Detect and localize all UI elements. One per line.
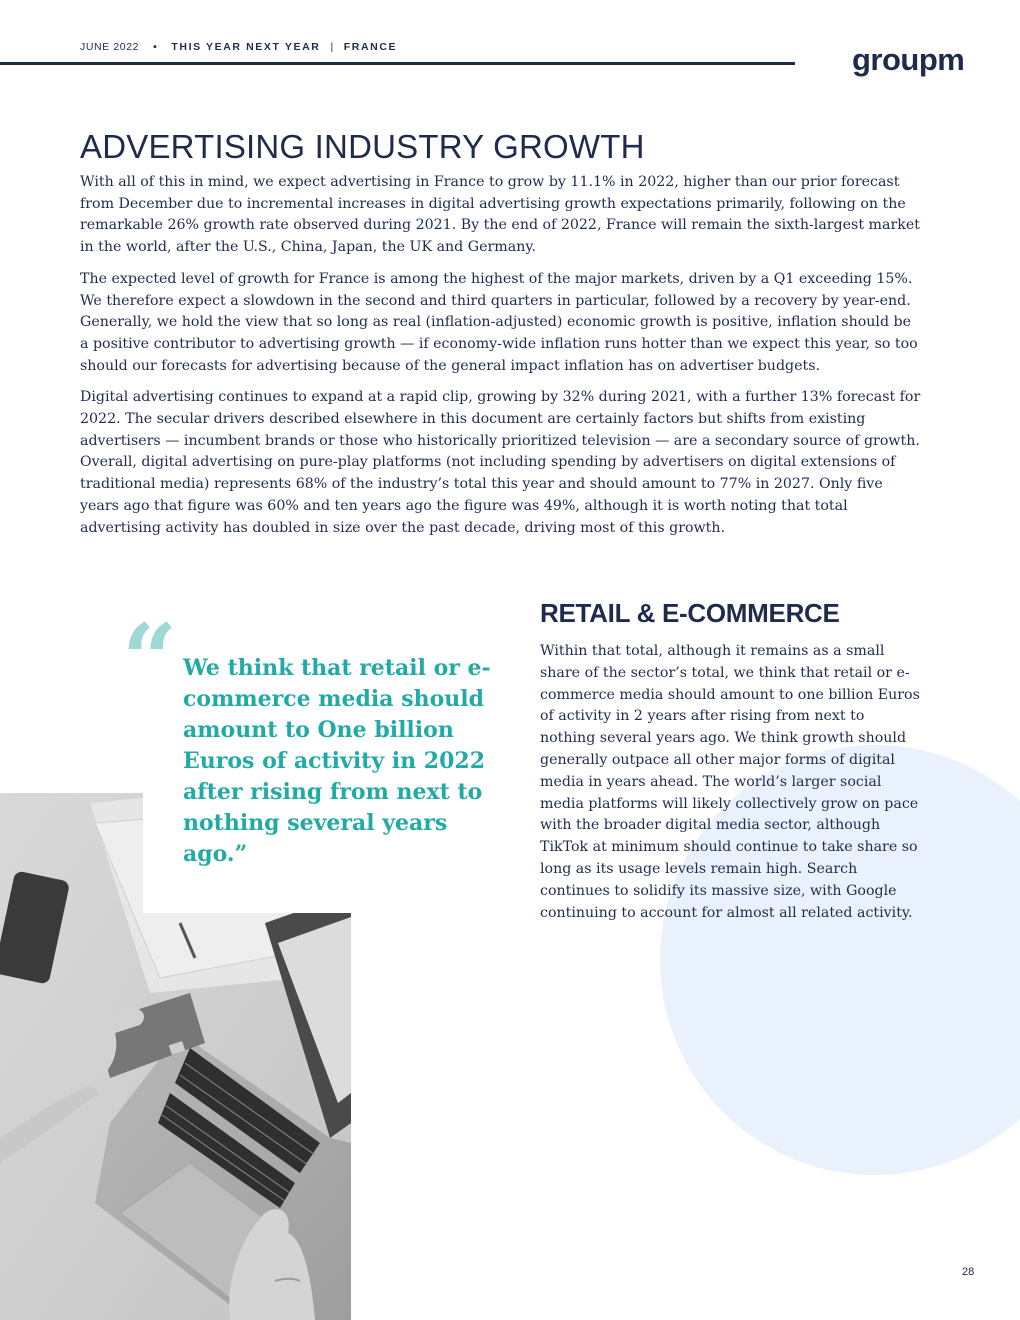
report-name: THIS YEAR NEXT YEAR <box>171 41 321 53</box>
header-rule <box>0 62 795 65</box>
logo-wordmark: groupm <box>852 42 965 77</box>
header-divider: | <box>330 41 334 53</box>
report-country: FRANCE <box>343 41 398 53</box>
quote-mark-icon: “ <box>122 603 178 716</box>
page-title: ADVERTISING INDUSTRY GROWTH <box>80 128 645 165</box>
report-date: JUNE 2022 <box>80 41 140 53</box>
body-text <box>80 172 925 549</box>
page-number: 28 <box>962 1266 975 1278</box>
groupm-logo <box>852 38 972 80</box>
retail-body: Within that total, although it remains as a small share of the sector’s total, we think that retail or e-commerce media should amount to one billion Euros of activity in 2 years after rising from next to nothing several years ago. We think growth should generally outpace all other major forms of digital media in years ahead. The world’s larger social media platforms will likely collectively grow on pace with the broader digital media sector, although TikTok at minimum should continue to take share so long as its usage levels remain high. Search continues to solidify its massive size, with Google continuing to account for almost all related activity. <box>540 643 920 921</box>
pull-quote: We think that retail or e-commerce media should amount to One billion Euros of activity in 2022 after rising from next to nothing several years ago.” <box>183 655 491 867</box>
paragraph-1: With all of this in mind, we expect advertising in France to grow by 11.1% in 2022, higher than our prior forecast from December due to incremental increases in digital advertising growth expectations primarily, following on the remarkable 26% growth rate observed during 2021. By the end of 2022, France will remain the sixth-largest market in the world, after the U.S., China, Japan, the UK and Germany. <box>80 174 920 256</box>
paragraph-2: The expected level of growth for France is among the highest of the major markets, driven by a Q1 exceeding 15%. We therefore expect a slowdown in the second and third quarters in particular, followed by a recovery by year-end. Generally, we hold the view that so long as real (inflation-adjusted) economic growth is positive, inflation should be <box>80 270 913 331</box>
paragraph-4: Digital advertising continues to expand at a rapid clip, growing by 32% during 2021, with a further 13% forecast for 2022. The secular drivers described elsewhere in this document are certainly factors but shifts from existing advertisers — incumbent brands or those who historically prioritized television — are a secondary source of growth. Overall, digital advertising on pure-play platforms (not including spending by advertisers on digital extensions of traditional media) represents 68% of the industry’s total this year and should amount to 77% in 2027. Only five years ago that figure was 60% and ten years ago the figure was 49%, although it is worth noting that total advertising activity has doubled in size over the past decade, driving most of this growth. <box>80 389 921 536</box>
retail-heading: RETAIL & E-COMMERCE <box>540 598 840 628</box>
paragraph-3: a positive contributor to advertising growth — if economy-wide inflation runs hotter than we expect this year, so too should our forecasts for advertising because of the general impact inflation has on advertiser budgets. <box>80 335 918 374</box>
header-bullet: • <box>153 41 158 53</box>
header-meta <box>80 40 397 54</box>
